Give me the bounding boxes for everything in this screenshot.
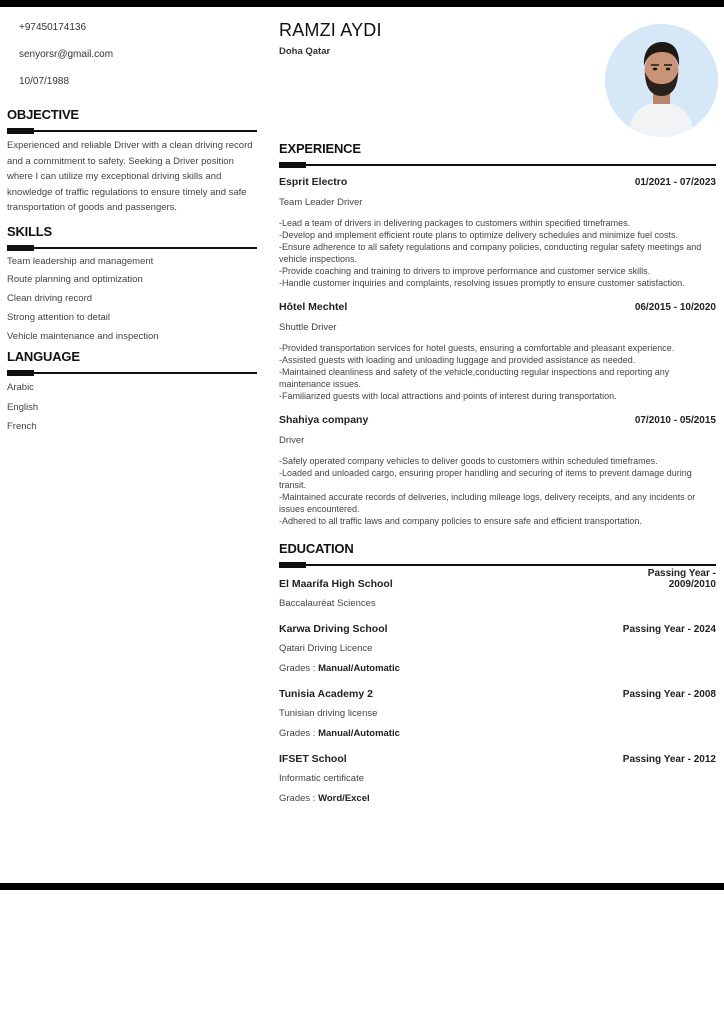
grades-line <box>279 728 716 739</box>
duty-item: -Maintained accurate records of deliveries, including mileage logs, delivery receipts, and any incidents or issues encountered. <box>279 492 696 514</box>
job-employer: Esprit Electro <box>279 176 348 188</box>
right-column <box>279 20 716 804</box>
grades-line <box>279 793 716 804</box>
skills-section <box>7 224 257 349</box>
school-name: Tunisia Academy 2 <box>279 688 373 700</box>
passing-year-value: 2009/2010 <box>668 579 716 590</box>
passing-year: Passing Year - 2012 <box>622 754 716 765</box>
passing-year <box>648 568 716 590</box>
candidate-name: RAMZI AYDI <box>279 20 382 40</box>
language-item: English <box>7 401 39 413</box>
grades-value: Word/Excel <box>318 793 370 804</box>
grades-label: Grades : <box>279 793 319 804</box>
education-heading: EDUCATION <box>279 541 354 556</box>
school-name: IFSET School <box>279 753 347 765</box>
school-name: El Maarifa High School <box>279 578 393 590</box>
skill-item: Clean driving record <box>7 293 93 305</box>
duty-item: -Safely operated company vehicles to deliver goods to customers within scheduled timeframes. <box>279 456 658 466</box>
left-column <box>7 18 257 440</box>
objective-heading: OBJECTIVE <box>7 107 79 122</box>
grades-line <box>279 663 716 674</box>
education-entry <box>279 623 716 674</box>
language-heading: LANGUAGE <box>7 349 80 365</box>
education-subject: Tunisian driving license <box>279 708 378 719</box>
job-dates: 06/2015 - 10/2020 <box>634 302 716 313</box>
job-entry <box>279 301 716 402</box>
job-entry <box>279 176 716 289</box>
language-section <box>7 349 257 440</box>
grades-label: Grades : <box>279 728 319 739</box>
experience-heading: EXPERIENCE <box>279 141 361 156</box>
job-dates: 07/2010 - 05/2015 <box>634 415 716 426</box>
duty-item: -Provide coaching and training to drivers to improve performance and customer service skills. <box>279 266 651 276</box>
job-employer: Hôtel Mechtel <box>279 301 348 313</box>
date-of-birth: 10/07/1988 <box>19 76 70 87</box>
passing-year: Passing Year - 2024 <box>622 624 716 635</box>
education-subject: Baccalauréat Sciences <box>279 598 376 609</box>
bottom-border-bar <box>0 883 724 890</box>
job-title: Driver <box>279 435 305 446</box>
duty-item: -Provided transportation services for hotel guests, ensuring a comfortable and pleasant experience. <box>279 343 675 353</box>
grades-label: Grades : <box>279 663 319 674</box>
duty-item: -Handle customer inquiries and complaints, resolving issues promptly to ensure customer satisfaction. <box>279 278 685 288</box>
section-divider <box>279 562 716 568</box>
job-duties <box>279 217 716 289</box>
passing-year: Passing Year - 2008 <box>622 689 716 700</box>
duty-item: -Adhered to all traffic laws and company policies to ensure safe and efficient transportation. <box>279 516 642 526</box>
skill-item: Team leadership and management <box>7 255 154 267</box>
duty-item: -Lead a team of drivers in delivering packages to customers within specified timeframes. <box>279 218 631 228</box>
skills-heading: SKILLS <box>7 223 53 239</box>
phone-number: +97450174136 <box>19 22 87 33</box>
job-duties <box>279 455 716 527</box>
education-entry <box>279 688 716 739</box>
education-entry <box>279 568 716 609</box>
job-dates: 01/2021 - 07/2023 <box>634 177 716 188</box>
job-title: Shuttle Driver <box>279 322 337 333</box>
education-entry <box>279 753 716 804</box>
email-address: senyorsr@gmail.com <box>19 49 114 60</box>
duty-item: -Loaded and unloaded cargo, ensuring proper handling and securing of items to prevent damage during transit. <box>279 468 692 490</box>
grades-value: Manual/Automatic <box>318 728 400 739</box>
education-subject: Qatari Driving Licence <box>279 643 373 654</box>
top-border-bar <box>0 0 724 7</box>
duty-item: -Familiarized guests with local attractions and points of interest during transportation. <box>279 391 617 401</box>
grades-value: Manual/Automatic <box>318 663 400 674</box>
language-item: French <box>7 421 37 433</box>
passing-year-label: Passing Year - <box>647 568 716 579</box>
experience-section <box>279 141 716 527</box>
job-entry <box>279 414 716 527</box>
job-employer: Shahiya company <box>279 414 369 426</box>
section-divider <box>7 128 257 134</box>
duty-item: -Maintained cleanliness and safety of the vehicle,conducting regular inspections and reporting any maintenance issues. <box>279 367 670 389</box>
candidate-location: Doha Qatar <box>279 46 331 57</box>
objective-text: Experienced and reliable Driver with a clean driving record and a commitment to safety. Seeking a Driver position where I can utilize my exceptional driving skills and knowledge of traffic regulations to ensure timely and safe transportation of goods and passengers. <box>7 140 253 213</box>
section-divider <box>279 162 716 168</box>
job-title: Team Leader Driver <box>279 197 363 208</box>
duty-item: -Develop and implement efficient route plans to optimize delivery schedules and minimize fuel costs. <box>279 230 679 240</box>
job-duties <box>279 342 716 402</box>
education-subject: Informatic certificate <box>279 773 364 784</box>
skill-item: Vehicle maintenance and inspection <box>7 330 159 342</box>
duty-item: -Ensure adherence to all safety regulations and company policies, conducting regular safety meetings and vehicle inspections. <box>279 242 702 264</box>
school-name: Karwa Driving School <box>279 623 388 635</box>
education-section <box>279 541 716 804</box>
skill-item: Strong attention to detail <box>7 311 110 323</box>
skill-item: Route planning and optimization <box>7 274 143 286</box>
section-divider <box>7 245 257 251</box>
section-divider <box>7 370 257 376</box>
language-item: Arabic <box>7 382 34 394</box>
duty-item: -Assisted guests with loading and unloading luggage and provided assistance as needed. <box>279 355 636 365</box>
objective-section <box>7 107 257 216</box>
